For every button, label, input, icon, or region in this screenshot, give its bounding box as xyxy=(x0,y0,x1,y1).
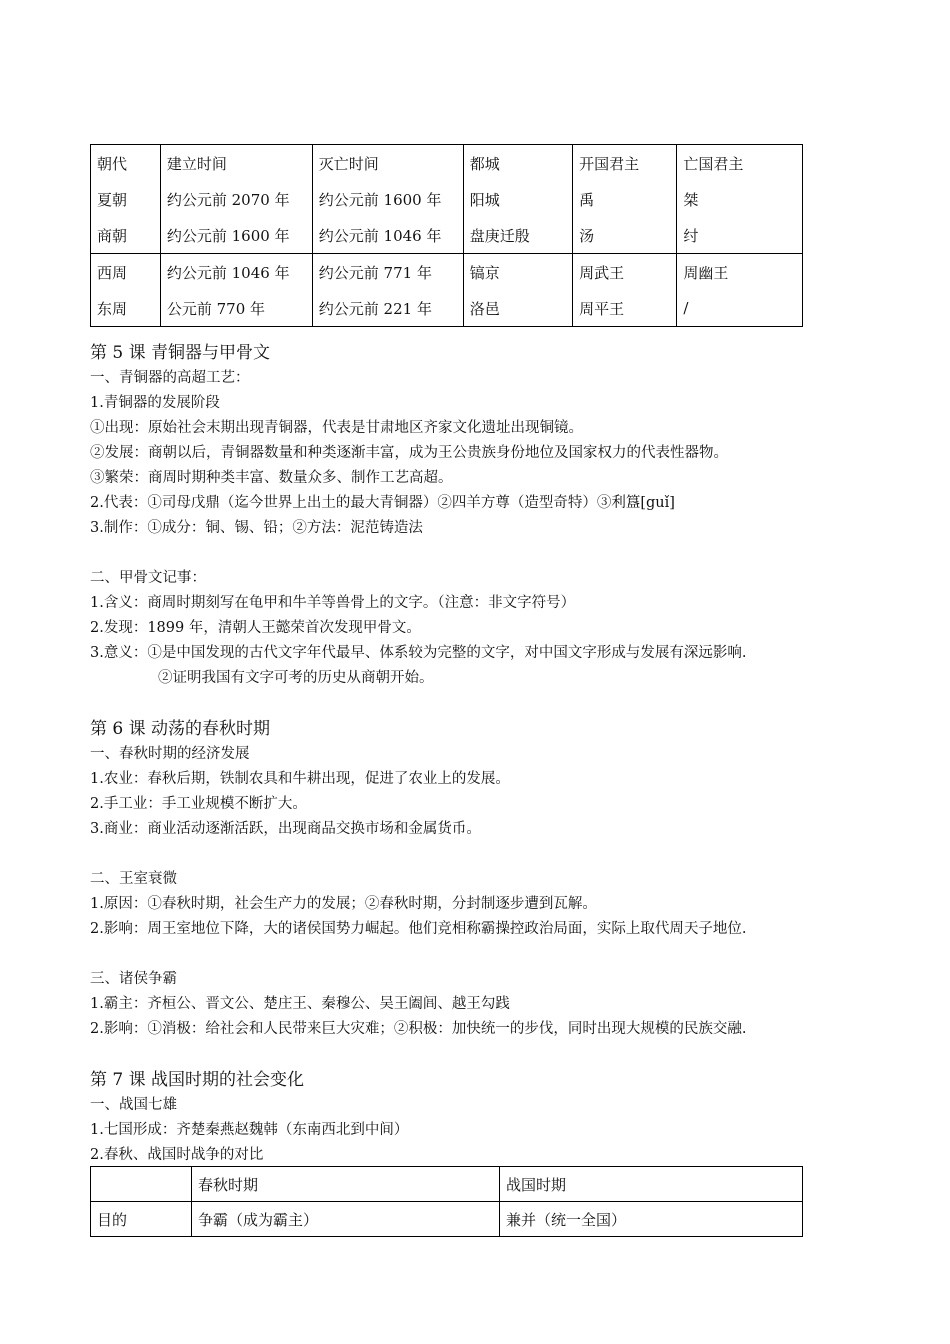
comparison-table xyxy=(90,1166,803,1237)
table-row xyxy=(91,1202,803,1237)
table-cell: 公元前 770 年 xyxy=(160,290,312,327)
table-cell: 目的 xyxy=(91,1202,192,1237)
table-header-cell: 春秋时期 xyxy=(192,1167,500,1202)
table-cell: 阳城 xyxy=(463,181,572,217)
table-header-row xyxy=(91,145,803,182)
table-cell: 镐京 xyxy=(463,254,572,291)
table-cell: 商朝 xyxy=(91,217,161,254)
table-cell: 禹 xyxy=(573,181,677,217)
text-line: 2.影响：周王室地位下降，大的诸侯国势力崛起。他们竞相称霸操控政治局面，实际上取代周天子地位. xyxy=(90,921,747,937)
table-cell: 周幽王 xyxy=(677,254,803,291)
table-cell: 东周 xyxy=(91,290,161,327)
table-header-cell: 战国时期 xyxy=(500,1167,803,1202)
text-line: 2.手工业：手工业规模不断扩大。 xyxy=(90,796,307,812)
blank-line xyxy=(90,942,890,967)
section-heading: 三、诸侯争霸 xyxy=(90,971,177,987)
table-cell: 纣 xyxy=(677,217,803,254)
text-line: 3.制作：①成分：铜、锡、铅；②方法：泥范铸造法 xyxy=(90,520,423,536)
text-line: 2.发现：1899 年，清朝人王懿荣首次发现甲骨文。 xyxy=(90,620,421,636)
table-header-cell: 建立时间 xyxy=(160,145,312,182)
text-line: 2.代表：①司母戊鼎（迄今世界上出土的最大青铜器）②四羊方尊（造型奇特）③利簋[guǐ] xyxy=(90,495,675,511)
text-line: 2.影响：①消极：给社会和人民带来巨大灾难；②积极：加快统一的步伐，同时出现大规模的民族交融. xyxy=(90,1021,747,1037)
blank-line xyxy=(90,691,890,716)
table-header-row xyxy=(91,1167,803,1202)
table-row xyxy=(91,254,803,291)
table-cell: 约公元前 1046 年 xyxy=(160,254,312,291)
text-line: ②证明我国有文字可考的历史从商朝开始。 xyxy=(158,670,434,686)
table-cell: 约公元前 1046 年 xyxy=(312,217,463,254)
text-line: ②发展：商朝以后，青铜器数量和种类逐渐丰富，成为王公贵族身份地位及国家权力的代表性器物。 xyxy=(90,445,728,461)
table-cell: 盘庚迁殷 xyxy=(463,217,572,254)
section-heading: 一、青铜器的高超工艺： xyxy=(90,370,250,386)
text-line: 1.七国形成：齐楚秦燕赵魏韩（东南西北到中间） xyxy=(90,1122,409,1138)
table-cell: 夏朝 xyxy=(91,181,161,217)
table-header-cell: 都城 xyxy=(463,145,572,182)
table-cell: 汤 xyxy=(573,217,677,254)
table-cell: 桀 xyxy=(677,181,803,217)
table-cell: 周武王 xyxy=(573,254,677,291)
document-body xyxy=(90,340,890,1168)
section-heading: 二、甲骨文记事： xyxy=(90,570,206,586)
text-line: 1.含义：商周时期刻写在龟甲和牛羊等兽骨上的文字。（注意：非文字符号） xyxy=(90,595,576,611)
text-line: 1.霸主：齐桓公、晋文公、楚庄王、秦穆公、吴王阖闾、越王勾践 xyxy=(90,996,510,1012)
text-line: 3.商业：商业活动逐渐活跃，出现商品交换市场和金属货币。 xyxy=(90,821,481,837)
table-row xyxy=(91,181,803,217)
table-cell: 约公元前 1600 年 xyxy=(160,217,312,254)
blank-line xyxy=(90,1042,890,1067)
text-line: ①出现：原始社会末期出现青铜器，代表是甘肃地区齐家文化遗址出现铜镜。 xyxy=(90,420,583,436)
table-row xyxy=(91,290,803,327)
table-row xyxy=(91,217,803,254)
lesson-title: 第 6 课 动荡的春秋时期 xyxy=(90,719,271,739)
table-cell: 兼并（统一全国） xyxy=(500,1202,803,1237)
text-line: 3.意义：①是中国发现的古代文字年代最早、体系较为完整的文字，对中国文字形成与发展有深远影响. xyxy=(90,645,747,661)
section-heading: 一、战国七雄 xyxy=(90,1097,177,1113)
table-cell: 洛邑 xyxy=(463,290,572,327)
table-cell: 约公元前 771 年 xyxy=(312,254,463,291)
lesson-title: 第 5 课 青铜器与甲骨文 xyxy=(90,343,271,363)
table-cell: 争霸（成为霸主） xyxy=(192,1202,500,1237)
table-header-cell: 朝代 xyxy=(91,145,161,182)
text-line: 2.春秋、战国时战争的对比 xyxy=(90,1147,264,1163)
text-line: ③繁荣：商周时期种类丰富、数量众多、制作工艺高超。 xyxy=(90,470,453,486)
table-cell: 西周 xyxy=(91,254,161,291)
table-header-cell: 亡国君主 xyxy=(677,145,803,182)
table-header-cell: 开国君主 xyxy=(573,145,677,182)
blank-line xyxy=(90,541,890,566)
text-line: 1.原因：①春秋时期，社会生产力的发展；②春秋时期，分封制逐步遭到瓦解。 xyxy=(90,896,597,912)
table-cell: 约公元前 2070 年 xyxy=(160,181,312,217)
table-cell: 约公元前 1600 年 xyxy=(312,181,463,217)
table-cell: 约公元前 221 年 xyxy=(312,290,463,327)
section-heading: 一、春秋时期的经济发展 xyxy=(90,746,250,762)
section-heading: 二、王室衰微 xyxy=(90,871,177,887)
table-header-cell xyxy=(91,1167,192,1202)
table-cell: / xyxy=(677,290,803,327)
text-line: 1.农业：春秋后期，铁制农具和牛耕出现，促进了农业上的发展。 xyxy=(90,771,510,787)
table-cell: 周平王 xyxy=(573,290,677,327)
blank-line xyxy=(90,842,890,867)
table-header-cell: 灭亡时间 xyxy=(312,145,463,182)
dynasty-table xyxy=(90,144,803,327)
lesson-title: 第 7 课 战国时期的社会变化 xyxy=(90,1070,305,1090)
text-line: 1.青铜器的发展阶段 xyxy=(90,395,220,411)
